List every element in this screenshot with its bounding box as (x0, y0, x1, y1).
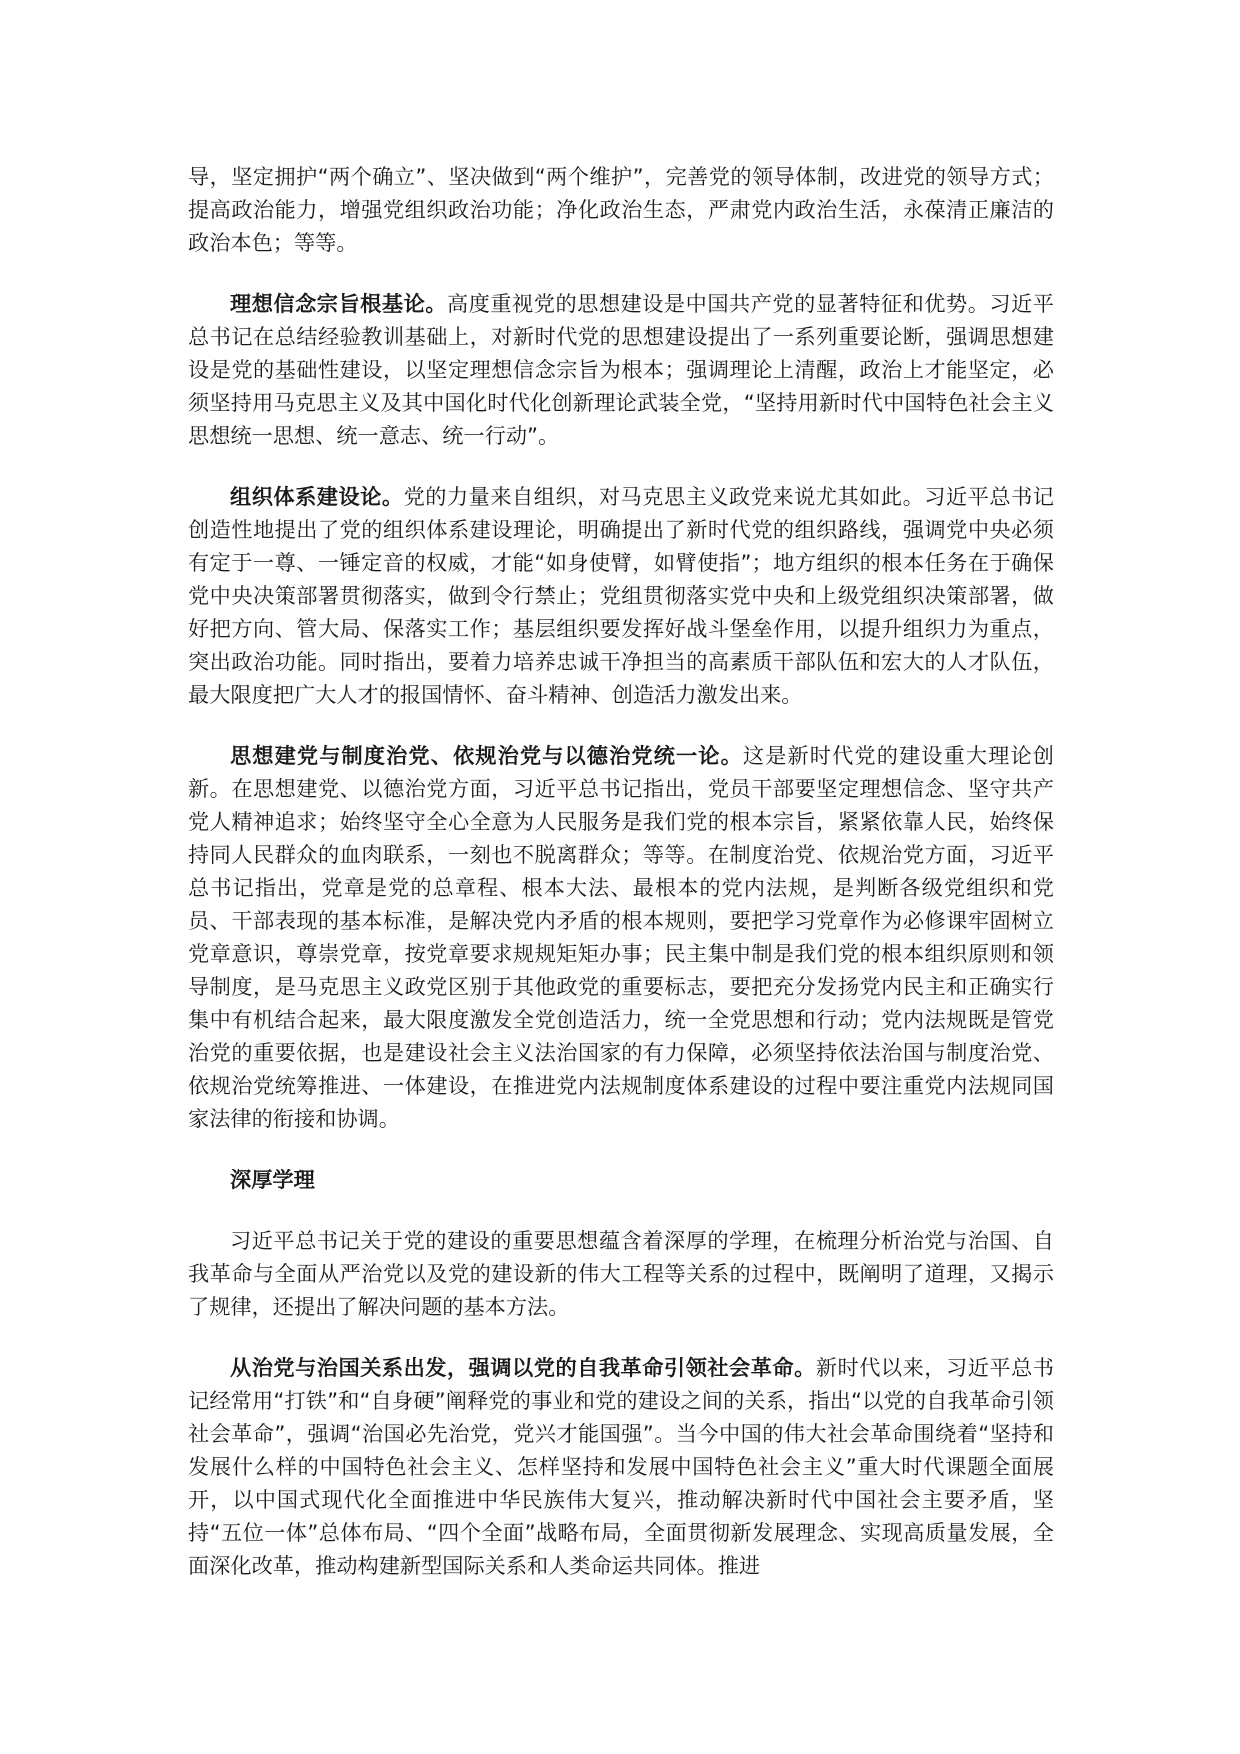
paragraph-section-intro (188, 1224, 1054, 1323)
paragraph-lead: 思想建党与制度治党、依规治党与以德治党统一论。 (230, 743, 743, 768)
paragraph-ideals-beliefs (188, 287, 1054, 452)
paragraph-continuation (188, 160, 1054, 259)
paragraph-lead: 从治党与治国关系出发，强调以党的自我革命引领社会革命。 (230, 1355, 816, 1380)
paragraph-text: 这是新时代党的建设重大理论创新。在思想建党、以德治党方面，习近平总书记指出，党员干部要坚定理想信念、坚守共产党人精神追求；始终坚守全心全意为人民服务是我们党的根本宗旨，紧紧依靠人民，始终保持同人民群众的血肉联系，一刻也不脱离群众；等等。在制度治党、依规治党方面，习近平总书记指出，党章是党的总章程、根本大法、最根本的党内法规，是判断各级党组织和党员、干部表现的基本标准，是解决党内矛盾的根本规则，要把学习党章作为必修课牢固树立党章意识，尊崇党章，按党章要求规规矩矩办事；民主集中制是我们党的根本组织原则和领导制度，是马克思主义政党区别于其他政党的重要标志，要把充分发扬党内民主和正确实行集中有机结合起来，最大限度激发全党创造活力，统一全党思想和行动；党内法规既是管党治党的重要依据，也是建设社会主义法治国家的有力保障，必须坚持依法治国与制度治党、依规治党统筹推进、一体建设，在推进党内法规制度体系建设的过程中要注重党内法规同国家法律的衔接和协调。 (188, 743, 1054, 1131)
paragraph-text: 习近平总书记关于党的建设的重要思想蕴含着深厚的学理，在梳理分析治党与治国、自我革命与全面从严治党以及党的建设新的伟大工程等关系的过程中，既阐明了道理，又揭示了规律，还提出了解决问题的基本方法。 (188, 1228, 1054, 1319)
paragraph-organization-system (188, 480, 1054, 711)
paragraph-self-revolution (188, 1351, 1054, 1582)
document-page (188, 160, 1054, 1610)
paragraph-lead: 理想信念宗旨根基论。 (230, 291, 447, 316)
paragraph-text: 党的力量来自组织，对马克思主义政党来说尤其如此。习近平总书记创造性地提出了党的组织体系建设理论，明确提出了新时代党的组织路线，强调党中央必须有定于一尊、一锤定音的权威，才能“如身使臂，如臂使指”；地方组织的根本任务在于确保党中央决策部署贯彻落实，做到令行禁止；党组贯彻落实党中央和上级党组织决策部署，做好把方向、管大局、保落实工作；基层组织要发挥好战斗堡垒作用，以提升组织力为重点，突出政治功能。同时指出，要着力培养忠诚干净担当的高素质干部队伍和宏大的人才队伍，最大限度把广大人才的报国情怀、奋斗精神、创造活力激发出来。 (188, 484, 1054, 707)
paragraph-text: 导，坚定拥护“两个确立”、坚决做到“两个维护”，完善党的领导体制，改进党的领导方式；提高政治能力，增强党组织政治功能；净化政治生态，严肃党内政治生活，永葆清正廉洁的政治本色；等等。 (188, 164, 1054, 255)
paragraph-ideology-institution (188, 739, 1054, 1135)
paragraph-lead: 组织体系建设论。 (230, 484, 404, 509)
paragraph-text: 新时代以来，习近平总书记经常用“打铁”和“自身硬”阐释党的事业和党的建设之间的关系，指出“以党的自我革命引领社会革命”，强调“治国必先治党，党兴才能国强”。当今中国的伟大社会革命围绕着“坚持和发展什么样的中国特色社会主义、怎样坚持和发展中国特色社会主义”重大时代课题全面展开，以中国式现代化全面推进中华民族伟大复兴，推动解决新时代中国社会主要矛盾，坚持“五位一体”总体布局、“四个全面”战略布局，全面贯彻新发展理念、实现高质量发展，全面深化改革，推动构建新型国际关系和人类命运共同体。推进 (188, 1355, 1054, 1578)
section-heading: 深厚学理 (230, 1167, 315, 1192)
paragraph-text: 高度重视党的思想建设是中国共产党的显著特征和优势。习近平总书记在总结经验教训基础上，对新时代党的思想建设提出了一系列重要论断，强调思想建设是党的基础性建设，以坚定理想信念宗旨为根本；强调理论上清醒，政治上才能坚定，必须坚持用马克思主义及其中国化时代化创新理论武装全党，“坚持用新时代中国特色社会主义思想统一思想、统一意志、统一行动”。 (188, 291, 1054, 448)
